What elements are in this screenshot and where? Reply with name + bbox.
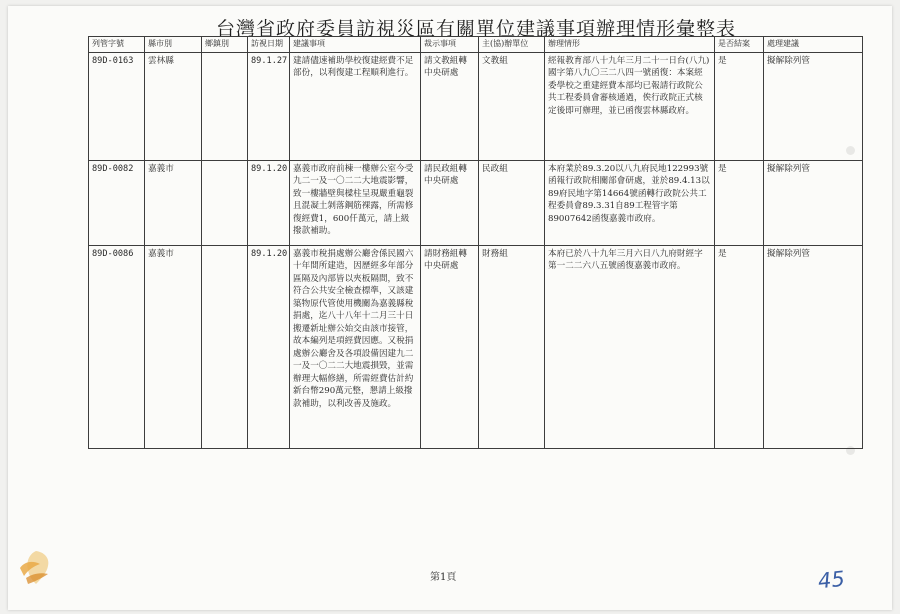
cell-unit: 財務組 [479, 245, 545, 448]
cell-closed: 是 [715, 160, 764, 245]
table-row [89, 245, 863, 448]
cell-suggestion: 建請儘速補助學校復建經費不足部份，以利復建工程順利進行。 [290, 52, 421, 160]
table-header-row [89, 37, 863, 53]
cell-id: 89D-0163 [89, 52, 145, 160]
cell-suggestion: 嘉義市稅捐處辦公廳舍係民國六十年間所建造，因歷經多年部分區隔及內部皆以夾板隔間，致不符合公共安全檢查標準，又該建築物原代管使用機關為嘉義縣稅捐處，迄八十八年十二月三十日搬遷新址辦公始交由該市接管，故本編列是項經費因應。又稅捐處辦公廳舍及各項設備因建九二一及一〇二二大地震損毀，並需辦理大幅修繕，所需經費估計約新台幣290萬元整，懇請上級撥款補助，以利改善及施政。 [290, 245, 421, 448]
cell-closed: 是 [715, 245, 764, 448]
header-county: 縣市別 [145, 37, 202, 53]
header-township: 鄉鎮別 [202, 37, 248, 53]
cell-date: 89.1.20 [248, 245, 290, 448]
document-title: 台灣省政府委員訪視災區有關單位建議事項辦理情形彙整表 [215, 18, 736, 40]
cell-date: 89.1.27 [248, 52, 290, 160]
cell-township [202, 160, 248, 245]
cell-unit: 民政組 [479, 160, 545, 245]
cell-id: 89D-0082 [89, 160, 145, 245]
cell-recommendation: 擬解除列管 [764, 52, 863, 160]
cell-county: 嘉義市 [145, 245, 202, 448]
header-date: 訪視日期 [248, 37, 290, 53]
header-status: 辦理情形 [545, 37, 715, 53]
header-recommendation: 處理建議 [764, 37, 863, 53]
header-closed: 是否結案 [715, 37, 764, 53]
summary-table [88, 36, 863, 449]
cell-closed: 是 [715, 52, 764, 160]
taiwan-logo-icon [14, 548, 56, 588]
header-id: 列管字號 [89, 37, 145, 53]
cell-status: 本府已於八十九年三月六日八九府財經字第一二二六八五號函復嘉義市政府。 [545, 245, 715, 448]
cell-date: 89.1.20 [248, 160, 290, 245]
cell-county: 嘉義市 [145, 160, 202, 245]
header-unit: 主(協)辦單位 [479, 37, 545, 53]
header-suggestion: 建議事項 [290, 37, 421, 53]
cell-directive: 請文教組轉中央研處 [421, 52, 479, 160]
cell-id: 89D-0086 [89, 245, 145, 448]
cell-directive: 請財務組轉中央研處 [421, 245, 479, 448]
table-row [89, 160, 863, 245]
cell-suggestion: 嘉義市政府前棟一樓辦公室今受九二一及一〇二二大地震影響，致一樓牆壁與樑柱呈現嚴重龜裂且混凝土剝落鋼筋裸露，所需修復經費1，600仟萬元，請上級撥款補助。 [290, 160, 421, 245]
page-number: 第1頁 [430, 572, 457, 583]
cell-status: 本府業於89.3.20以八九府民地122993號函報行政院相關部會研處，並於89.4.13以89府民地字第14664號函轉行政院公共工程委員會89.3.31自89工程管字第89007642函復嘉義市政府。 [545, 160, 715, 245]
cell-township [202, 245, 248, 448]
cell-county: 雲林縣 [145, 52, 202, 160]
cell-recommendation: 擬解除列管 [764, 245, 863, 448]
cell-recommendation: 擬解除列管 [764, 160, 863, 245]
cell-unit: 文教組 [479, 52, 545, 160]
header-directive: 裁示事項 [421, 37, 479, 53]
cell-township [202, 52, 248, 160]
handwritten-number: 45 [816, 566, 846, 594]
cell-directive: 請民政組轉中央研處 [421, 160, 479, 245]
table-row [89, 52, 863, 160]
cell-status: 經報教育部八十九年三月二十一日台(八九)國字第八九〇三二八四一號函復：本案經委學校之重建經費本部均已報請行政院公共工程委員會審核通過，俟行政院正式核定後即可辦理，並已函復雲林縣政府。 [545, 52, 715, 160]
